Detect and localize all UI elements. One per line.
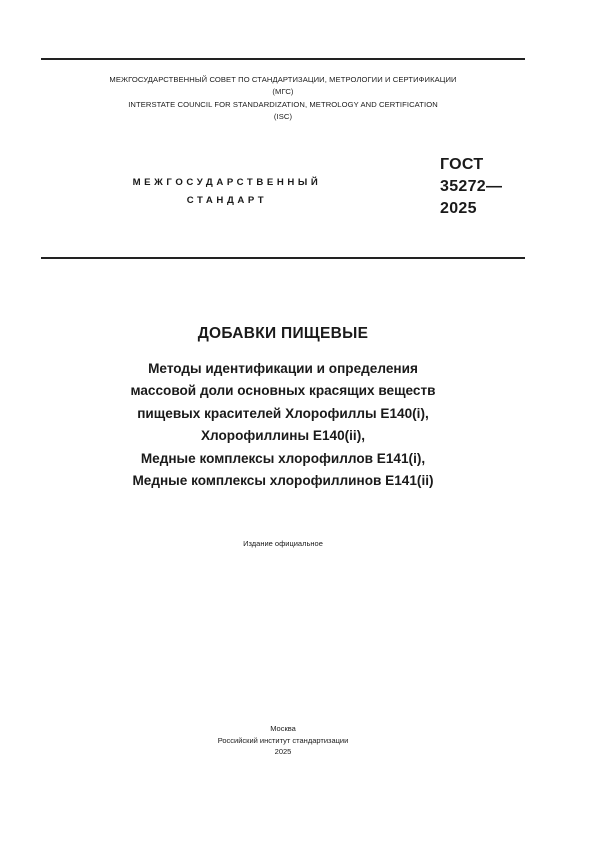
publisher-footer: [41, 723, 525, 758]
subtitle-line: пищевых красителей Хлорофиллы Е140(i),: [137, 405, 429, 421]
subtitle-line: Хлорофиллины Е140(ii),: [200, 428, 366, 444]
standard-kind: [98, 174, 356, 210]
subtitle-line: Медные комплексы хлорофиллинов Е141(ii): [132, 473, 434, 489]
council-abbr-ru: (МГС): [272, 87, 294, 97]
footer-publisher: Российский институт стандартизации: [217, 735, 349, 745]
middle-rule: [41, 257, 525, 259]
subtitle-line: массовой доли основных красящих веществ: [130, 383, 436, 399]
council-name-en: INTERSTATE COUNCIL FOR STANDARDIZATION, METROLOGY AND CERTIFICATION: [128, 99, 438, 109]
footer-year: 2025: [274, 747, 292, 756]
footer-city: Москва: [270, 724, 296, 733]
gost-year: 2025: [440, 200, 477, 217]
subtitle-line: Медные комплексы хлорофиллов Е141(i),: [140, 450, 426, 466]
standard-kind-line-1: МЕЖГОСУДАРСТВЕННЫЙ: [132, 177, 322, 188]
subtitle-line: Методы идентификации и определения: [148, 361, 418, 376]
document-title: ДОБАВКИ ПИЩЕВЫЕ: [197, 325, 369, 342]
council-abbr-en: (ISC): [273, 112, 293, 122]
gost-number: 35272—: [440, 178, 503, 195]
document-subtitle: [41, 358, 525, 492]
edition-note: Издание официальное: [243, 539, 323, 548]
council-name-ru: МЕЖГОСУДАРСТВЕННЫЙ СОВЕТ ПО СТАНДАРТИЗАЦИИ, МЕТРОЛОГИИ И СЕРТИФИКАЦИИ: [109, 75, 457, 84]
council-header: [41, 74, 525, 124]
gost-label: ГОСТ: [440, 156, 484, 173]
standard-kind-line-2: СТАНДАРТ: [186, 195, 268, 206]
gost-designation: [440, 154, 502, 220]
top-rule: [41, 58, 525, 60]
